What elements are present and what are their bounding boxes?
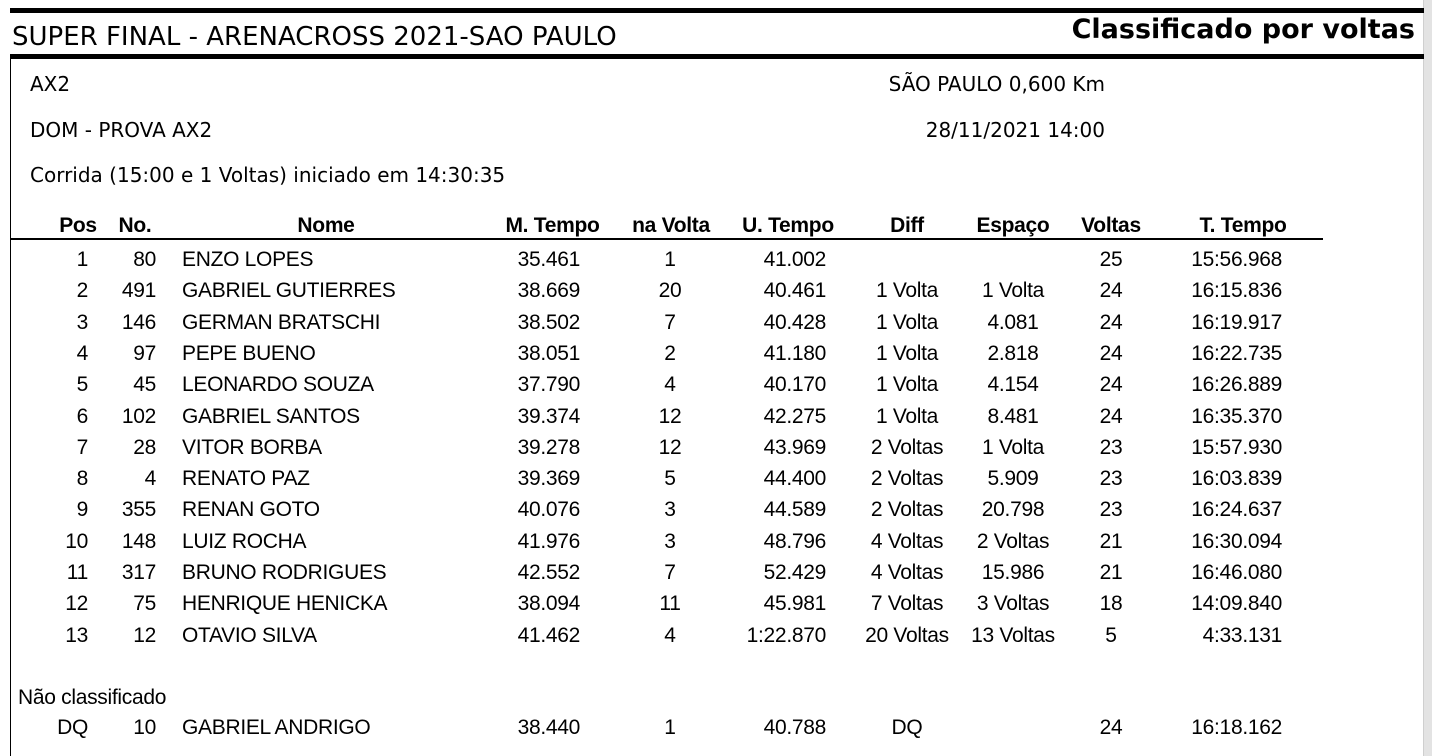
cell-pos: 13 bbox=[65, 623, 88, 647]
cell-diff: 2 Voltas bbox=[870, 498, 944, 522]
cell-gap: 5.909 bbox=[987, 467, 1039, 491]
column-header-last-time: U. Tempo bbox=[742, 214, 834, 237]
page-title: SUPER FINAL - ARENACROSS 2021-SAO PAULO bbox=[12, 22, 617, 52]
cell-total-time: 16:46.080 bbox=[1191, 561, 1282, 584]
cell-total-time: 14:09.840 bbox=[1191, 592, 1282, 616]
cell-total-time: 16:24.637 bbox=[1191, 498, 1282, 522]
left-border bbox=[10, 58, 11, 756]
cell-best-time: 38.051 bbox=[517, 341, 580, 365]
event-location: SÃO PAULO 0,600 Km bbox=[888, 72, 1105, 96]
cell-no: 4 bbox=[144, 467, 156, 491]
cell-laps: 24 bbox=[1099, 310, 1123, 334]
cell-last-time: 1:22.870 bbox=[746, 623, 826, 647]
cell-name: GABRIEL ANDRIGO bbox=[182, 716, 371, 739]
cell-no: 146 bbox=[121, 310, 156, 334]
cell-on-lap: 5 bbox=[664, 467, 676, 491]
column-header-no: No. bbox=[118, 214, 152, 237]
cell-gap: 13 Voltas bbox=[971, 623, 1055, 647]
cell-no: 97 bbox=[133, 341, 156, 365]
page-edge bbox=[1424, 0, 1432, 756]
cell-pos: 12 bbox=[65, 592, 88, 616]
cell-last-time: 40.788 bbox=[763, 716, 826, 739]
cell-pos: 8 bbox=[76, 467, 88, 491]
cell-gap: 1 Volta bbox=[981, 279, 1045, 303]
cell-diff: 1 Volta bbox=[875, 279, 939, 303]
cell-name: RENAN GOTO bbox=[182, 498, 320, 522]
cell-laps: 18 bbox=[1099, 592, 1123, 616]
cell-laps: 23 bbox=[1099, 498, 1123, 522]
cell-gap: 4.081 bbox=[987, 310, 1039, 334]
not-classified-label: Não classificado bbox=[18, 686, 167, 709]
cell-on-lap: 12 bbox=[658, 435, 682, 459]
event-session: DOM - PROVA AX2 bbox=[30, 118, 213, 142]
cell-name: LEONARDO SOUZA bbox=[182, 373, 374, 397]
cell-laps: 24 bbox=[1099, 404, 1123, 428]
cell-no: 491 bbox=[121, 279, 156, 303]
cell-best-time: 40.076 bbox=[517, 498, 580, 522]
cell-pos: 10 bbox=[65, 529, 88, 553]
cell-on-lap: 4 bbox=[664, 373, 676, 397]
cell-gap: 8.481 bbox=[987, 404, 1039, 428]
column-header-diff: Diff bbox=[890, 214, 924, 237]
header-rule bbox=[10, 238, 1323, 240]
cell-name: VITOR BORBA bbox=[182, 435, 322, 459]
cell-no: 102 bbox=[121, 404, 156, 428]
cell-gap: 4.154 bbox=[987, 373, 1039, 397]
cell-total-time: 16:22.735 bbox=[1191, 341, 1282, 365]
cell-diff: 4 Voltas bbox=[870, 529, 944, 553]
cell-name: ENZO LOPES bbox=[182, 248, 314, 271]
cell-no: 12 bbox=[133, 623, 156, 647]
cell-pos: 4 bbox=[76, 341, 88, 365]
cell-no: 28 bbox=[133, 435, 156, 459]
cell-last-time: 41.180 bbox=[763, 341, 826, 365]
race-info: Corrida (15:00 e 1 Voltas) iniciado em 14:30:35 bbox=[30, 163, 506, 187]
cell-total-time: 16:03.839 bbox=[1191, 467, 1282, 491]
cell-last-time: 40.170 bbox=[763, 373, 826, 397]
cell-on-lap: 1 bbox=[664, 716, 676, 739]
cell-laps: 5 bbox=[1105, 623, 1117, 647]
cell-best-time: 38.502 bbox=[517, 310, 580, 334]
cell-on-lap: 1 bbox=[664, 248, 676, 271]
cell-on-lap: 7 bbox=[664, 561, 676, 584]
classification-label: Classificado por voltas bbox=[1071, 14, 1415, 45]
cell-on-lap: 2 bbox=[664, 341, 676, 365]
cell-last-time: 40.428 bbox=[763, 310, 826, 334]
cell-total-time: 15:57.930 bbox=[1191, 435, 1282, 459]
cell-pos: 2 bbox=[76, 279, 88, 303]
cell-on-lap: 3 bbox=[664, 498, 676, 522]
cell-last-time: 44.589 bbox=[763, 498, 826, 522]
cell-total-time: 16:19.917 bbox=[1191, 310, 1282, 334]
cell-pos: 7 bbox=[76, 435, 88, 459]
cell-diff: 1 Volta bbox=[875, 310, 939, 334]
cell-best-time: 38.440 bbox=[517, 716, 580, 739]
cell-on-lap: 11 bbox=[659, 592, 681, 616]
cell-gap: 1 Volta bbox=[981, 435, 1045, 459]
cell-name: BRUNO RODRIGUES bbox=[182, 561, 387, 584]
column-header-total-time: T. Tempo bbox=[1199, 214, 1287, 237]
cell-laps: 24 bbox=[1099, 373, 1123, 397]
cell-gap: 15.986 bbox=[981, 561, 1045, 584]
cell-best-time: 37.790 bbox=[517, 373, 580, 397]
cell-best-time: 38.669 bbox=[517, 279, 580, 303]
cell-total-time: 4:33.131 bbox=[1202, 623, 1282, 647]
cell-on-lap: 3 bbox=[664, 529, 676, 553]
cell-diff: 2 Voltas bbox=[870, 435, 944, 459]
cell-no: 355 bbox=[121, 498, 156, 522]
cell-last-time: 41.002 bbox=[763, 248, 826, 271]
page-edge-line bbox=[1423, 0, 1424, 756]
cell-diff: 2 Voltas bbox=[870, 467, 944, 491]
cell-name: RENATO PAZ bbox=[182, 467, 310, 491]
cell-best-time: 41.462 bbox=[517, 623, 580, 647]
cell-last-time: 40.461 bbox=[763, 279, 826, 303]
cell-pos: 3 bbox=[76, 310, 88, 334]
cell-best-time: 39.374 bbox=[517, 404, 580, 428]
cell-total-time: 16:18.162 bbox=[1191, 716, 1282, 739]
cell-best-time: 42.552 bbox=[517, 561, 580, 584]
column-header-on-lap: na Volta bbox=[632, 214, 710, 237]
cell-name: PEPE BUENO bbox=[182, 341, 316, 365]
cell-pos: 6 bbox=[76, 404, 88, 428]
cell-laps: 23 bbox=[1099, 467, 1123, 491]
cell-diff: 7 Voltas bbox=[870, 592, 944, 616]
column-header-name: Nome bbox=[297, 214, 355, 237]
cell-on-lap: 4 bbox=[664, 623, 676, 647]
cell-pos: 1 bbox=[76, 248, 88, 271]
column-header-laps: Voltas bbox=[1081, 214, 1141, 237]
cell-total-time: 15:56.968 bbox=[1191, 248, 1282, 271]
cell-last-time: 43.969 bbox=[763, 435, 826, 459]
cell-laps: 21 bbox=[1099, 529, 1123, 553]
cell-diff: 1 Volta bbox=[875, 404, 939, 428]
cell-no: 75 bbox=[133, 592, 156, 616]
cell-gap: 20.798 bbox=[981, 498, 1045, 522]
event-datetime: 28/11/2021 14:00 bbox=[925, 118, 1105, 142]
cell-no: 45 bbox=[133, 373, 156, 397]
cell-best-time: 38.094 bbox=[517, 592, 580, 616]
cell-best-time: 39.369 bbox=[517, 467, 580, 491]
cell-gap: 2 Voltas bbox=[976, 529, 1050, 553]
cell-laps: 24 bbox=[1099, 279, 1123, 303]
cell-best-time: 39.278 bbox=[517, 435, 580, 459]
cell-last-time: 44.400 bbox=[763, 467, 826, 491]
cell-pos: DQ bbox=[57, 716, 88, 739]
column-header-gap: Espaço bbox=[976, 214, 1050, 237]
cell-no: 80 bbox=[133, 248, 156, 271]
cell-last-time: 48.796 bbox=[763, 529, 826, 553]
cell-on-lap: 12 bbox=[658, 404, 682, 428]
cell-diff: 20 Voltas bbox=[865, 623, 949, 647]
cell-laps: 23 bbox=[1099, 435, 1123, 459]
column-header-best-time: M. Tempo bbox=[505, 214, 600, 237]
cell-total-time: 16:35.370 bbox=[1191, 404, 1282, 428]
cell-pos: 11 bbox=[66, 561, 88, 584]
cell-best-time: 35.461 bbox=[517, 248, 580, 271]
column-header-pos: Pos bbox=[59, 214, 97, 237]
title-rule bbox=[10, 54, 1424, 59]
cell-name: OTAVIO SILVA bbox=[182, 623, 317, 647]
cell-last-time: 42.275 bbox=[763, 404, 826, 428]
cell-name: GERMAN BRATSCHI bbox=[182, 310, 381, 334]
cell-diff: 1 Volta bbox=[875, 373, 939, 397]
event-class: AX2 bbox=[30, 72, 71, 96]
cell-laps: 25 bbox=[1099, 248, 1123, 271]
top-rule bbox=[10, 8, 1424, 13]
cell-laps: 24 bbox=[1099, 716, 1123, 739]
cell-no: 148 bbox=[121, 529, 156, 553]
cell-gap: 2.818 bbox=[987, 341, 1039, 365]
cell-name: GABRIEL SANTOS bbox=[182, 404, 360, 428]
cell-total-time: 16:15.836 bbox=[1191, 279, 1282, 303]
cell-last-time: 52.429 bbox=[763, 561, 826, 584]
cell-gap: 3 Voltas bbox=[976, 592, 1050, 616]
cell-laps: 24 bbox=[1099, 341, 1123, 365]
cell-diff: 1 Volta bbox=[875, 341, 939, 365]
cell-name: GABRIEL GUTIERRES bbox=[182, 279, 396, 303]
cell-total-time: 16:26.889 bbox=[1191, 373, 1282, 397]
cell-on-lap: 7 bbox=[664, 310, 676, 334]
cell-no: 10 bbox=[133, 716, 156, 739]
cell-pos: 9 bbox=[76, 498, 88, 522]
cell-no: 317 bbox=[121, 561, 156, 584]
cell-total-time: 16:30.094 bbox=[1191, 529, 1282, 553]
cell-laps: 21 bbox=[1099, 561, 1123, 584]
cell-last-time: 45.981 bbox=[763, 592, 826, 616]
cell-name: HENRIQUE HENICKA bbox=[182, 592, 388, 616]
cell-diff: DQ bbox=[891, 716, 923, 739]
cell-on-lap: 20 bbox=[658, 279, 682, 303]
cell-diff: 4 Voltas bbox=[870, 561, 944, 584]
cell-name: LUIZ ROCHA bbox=[182, 529, 307, 553]
cell-pos: 5 bbox=[76, 373, 88, 397]
cell-best-time: 41.976 bbox=[517, 529, 580, 553]
